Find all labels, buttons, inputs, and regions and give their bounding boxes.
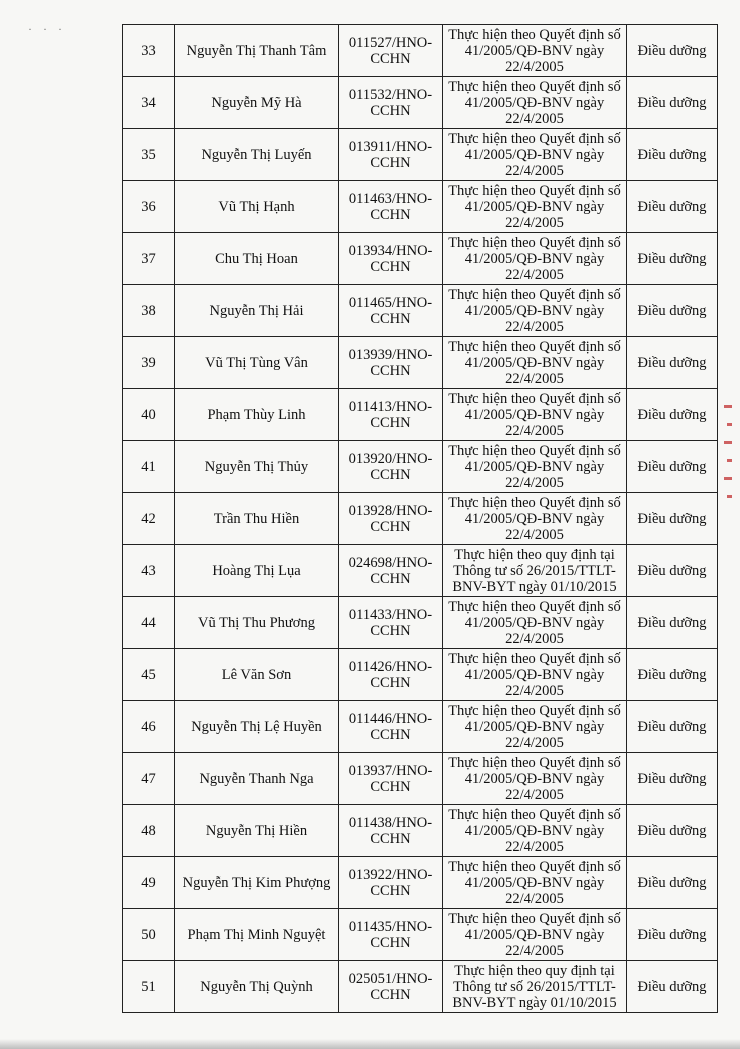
cell-legal-basis: Thực hiện theo quy định tại Thông tư số 26/2015/TTLT-BNV-BYT ngày 01/10/2015 — [443, 545, 627, 597]
cell-legal-basis: Thực hiện theo Quyết định số 41/2005/QĐ-BNV ngày 22/4/2005 — [443, 129, 627, 181]
cell-role: Điều dưỡng — [627, 805, 718, 857]
cell-legal-basis: Thực hiện theo Quyết định số 41/2005/QĐ-BNV ngày 22/4/2005 — [443, 285, 627, 337]
table-row — [123, 701, 718, 753]
cell-certificate: 013934/HNO-CCHN — [339, 233, 443, 285]
table-row — [123, 753, 718, 805]
cell-stt: 44 — [123, 597, 175, 649]
table-row — [123, 77, 718, 129]
table-row — [123, 909, 718, 961]
cell-stt: 33 — [123, 25, 175, 77]
cell-legal-basis: Thực hiện theo Quyết định số 41/2005/QĐ-BNV ngày 22/4/2005 — [443, 805, 627, 857]
page-edge-shadow — [0, 1039, 740, 1049]
cell-certificate: 013939/HNO-CCHN — [339, 337, 443, 389]
cell-role: Điều dưỡng — [627, 753, 718, 805]
cell-legal-basis: Thực hiện theo Quyết định số 41/2005/QĐ-BNV ngày 22/4/2005 — [443, 857, 627, 909]
cell-certificate: 011413/HNO-CCHN — [339, 389, 443, 441]
cell-stt: 34 — [123, 77, 175, 129]
cell-name: Nguyễn Thị Luyến — [175, 129, 339, 181]
cell-legal-basis: Thực hiện theo Quyết định số 41/2005/QĐ-BNV ngày 22/4/2005 — [443, 753, 627, 805]
cell-stt: 43 — [123, 545, 175, 597]
scan-artifact: · · · — [28, 22, 66, 36]
cell-name: Nguyễn Thị Hiền — [175, 805, 339, 857]
cell-certificate: 011446/HNO-CCHN — [339, 701, 443, 753]
cell-role: Điều dưỡng — [627, 493, 718, 545]
cell-stt: 51 — [123, 961, 175, 1013]
cell-role: Điều dưỡng — [627, 77, 718, 129]
table-row — [123, 129, 718, 181]
cell-name: Vũ Thị Hạnh — [175, 181, 339, 233]
table-row — [123, 961, 718, 1013]
cell-role: Điều dưỡng — [627, 701, 718, 753]
table-row — [123, 25, 718, 77]
cell-legal-basis: Thực hiện theo Quyết định số 41/2005/QĐ-BNV ngày 22/4/2005 — [443, 649, 627, 701]
cell-name: Vũ Thị Tùng Vân — [175, 337, 339, 389]
cell-certificate: 024698/HNO-CCHN — [339, 545, 443, 597]
cell-certificate: 011438/HNO-CCHN — [339, 805, 443, 857]
cell-role: Điều dưỡng — [627, 285, 718, 337]
cell-certificate: 011465/HNO-CCHN — [339, 285, 443, 337]
table-row — [123, 545, 718, 597]
cell-role: Điều dưỡng — [627, 181, 718, 233]
table-row — [123, 649, 718, 701]
cell-role: Điều dưỡng — [627, 597, 718, 649]
table-row — [123, 441, 718, 493]
cell-role: Điều dưỡng — [627, 233, 718, 285]
cell-role: Điều dưỡng — [627, 337, 718, 389]
cell-role: Điều dưỡng — [627, 857, 718, 909]
cell-stt: 41 — [123, 441, 175, 493]
cell-name: Nguyễn Thị Thanh Tâm — [175, 25, 339, 77]
cell-role: Điều dưỡng — [627, 545, 718, 597]
cell-stt: 39 — [123, 337, 175, 389]
cell-certificate: 013937/HNO-CCHN — [339, 753, 443, 805]
cell-legal-basis: Thực hiện theo Quyết định số 41/2005/QĐ-BNV ngày 22/4/2005 — [443, 389, 627, 441]
cell-stt: 38 — [123, 285, 175, 337]
cell-certificate: 011433/HNO-CCHN — [339, 597, 443, 649]
cell-legal-basis: Thực hiện theo quy định tại Thông tư số 26/2015/TTLT-BNV-BYT ngày 01/10/2015 — [443, 961, 627, 1013]
cell-name: Chu Thị Hoan — [175, 233, 339, 285]
cell-name: Nguyễn Thị Hải — [175, 285, 339, 337]
cell-role: Điều dưỡng — [627, 909, 718, 961]
cell-stt: 35 — [123, 129, 175, 181]
cell-stt: 47 — [123, 753, 175, 805]
cell-name: Nguyễn Thanh Nga — [175, 753, 339, 805]
table-row — [123, 493, 718, 545]
cell-certificate: 013911/HNO-CCHN — [339, 129, 443, 181]
cell-role: Điều dưỡng — [627, 25, 718, 77]
table-row — [123, 233, 718, 285]
cell-legal-basis: Thực hiện theo Quyết định số 41/2005/QĐ-BNV ngày 22/4/2005 — [443, 597, 627, 649]
cell-name: Lê Văn Sơn — [175, 649, 339, 701]
cell-name: Hoàng Thị Lụa — [175, 545, 339, 597]
cell-legal-basis: Thực hiện theo Quyết định số 41/2005/QĐ-BNV ngày 22/4/2005 — [443, 25, 627, 77]
cell-legal-basis: Thực hiện theo Quyết định số 41/2005/QĐ-BNV ngày 22/4/2005 — [443, 493, 627, 545]
cell-legal-basis: Thực hiện theo Quyết định số 41/2005/QĐ-BNV ngày 22/4/2005 — [443, 77, 627, 129]
cell-name: Nguyễn Mỹ Hà — [175, 77, 339, 129]
cell-legal-basis: Thực hiện theo Quyết định số 41/2005/QĐ-BNV ngày 22/4/2005 — [443, 337, 627, 389]
table-row — [123, 597, 718, 649]
table-row — [123, 389, 718, 441]
cell-role: Điều dưỡng — [627, 129, 718, 181]
cell-stt: 36 — [123, 181, 175, 233]
cell-stt: 46 — [123, 701, 175, 753]
cell-role: Điều dưỡng — [627, 389, 718, 441]
cell-name: Vũ Thị Thu Phương — [175, 597, 339, 649]
cell-stt: 48 — [123, 805, 175, 857]
cell-legal-basis: Thực hiện theo Quyết định số 41/2005/QĐ-BNV ngày 22/4/2005 — [443, 233, 627, 285]
cell-name: Nguyễn Thị Thủy — [175, 441, 339, 493]
cell-certificate: 013928/HNO-CCHN — [339, 493, 443, 545]
table-row — [123, 285, 718, 337]
cell-stt: 49 — [123, 857, 175, 909]
cell-name: Nguyễn Thị Quỳnh — [175, 961, 339, 1013]
cell-legal-basis: Thực hiện theo Quyết định số 41/2005/QĐ-BNV ngày 22/4/2005 — [443, 181, 627, 233]
table-row — [123, 857, 718, 909]
cell-certificate: 013922/HNO-CCHN — [339, 857, 443, 909]
cell-role: Điều dưỡng — [627, 441, 718, 493]
cell-stt: 40 — [123, 389, 175, 441]
cell-certificate: 011435/HNO-CCHN — [339, 909, 443, 961]
cell-role: Điều dưỡng — [627, 649, 718, 701]
cell-name: Nguyễn Thị Kim Phượng — [175, 857, 339, 909]
table-row — [123, 337, 718, 389]
table-row — [123, 805, 718, 857]
cell-legal-basis: Thực hiện theo Quyết định số 41/2005/QĐ-BNV ngày 22/4/2005 — [443, 441, 627, 493]
cell-name: Phạm Thùy Linh — [175, 389, 339, 441]
cell-stt: 42 — [123, 493, 175, 545]
cell-name: Trần Thu Hiền — [175, 493, 339, 545]
cell-legal-basis: Thực hiện theo Quyết định số 41/2005/QĐ-BNV ngày 22/4/2005 — [443, 909, 627, 961]
staff-table — [122, 24, 718, 1013]
cell-certificate: 011532/HNO-CCHN — [339, 77, 443, 129]
cell-stt: 50 — [123, 909, 175, 961]
cell-stt: 37 — [123, 233, 175, 285]
cell-certificate: 013920/HNO-CCHN — [339, 441, 443, 493]
margin-stamp-marks — [724, 405, 736, 513]
cell-legal-basis: Thực hiện theo Quyết định số 41/2005/QĐ-BNV ngày 22/4/2005 — [443, 701, 627, 753]
cell-name: Nguyễn Thị Lệ Huyền — [175, 701, 339, 753]
cell-role: Điều dưỡng — [627, 961, 718, 1013]
cell-certificate: 011463/HNO-CCHN — [339, 181, 443, 233]
staff-table-body — [123, 25, 718, 1013]
table-row — [123, 181, 718, 233]
cell-certificate: 011426/HNO-CCHN — [339, 649, 443, 701]
cell-certificate: 025051/HNO-CCHN — [339, 961, 443, 1013]
cell-name: Phạm Thị Minh Nguyệt — [175, 909, 339, 961]
cell-certificate: 011527/HNO-CCHN — [339, 25, 443, 77]
cell-stt: 45 — [123, 649, 175, 701]
